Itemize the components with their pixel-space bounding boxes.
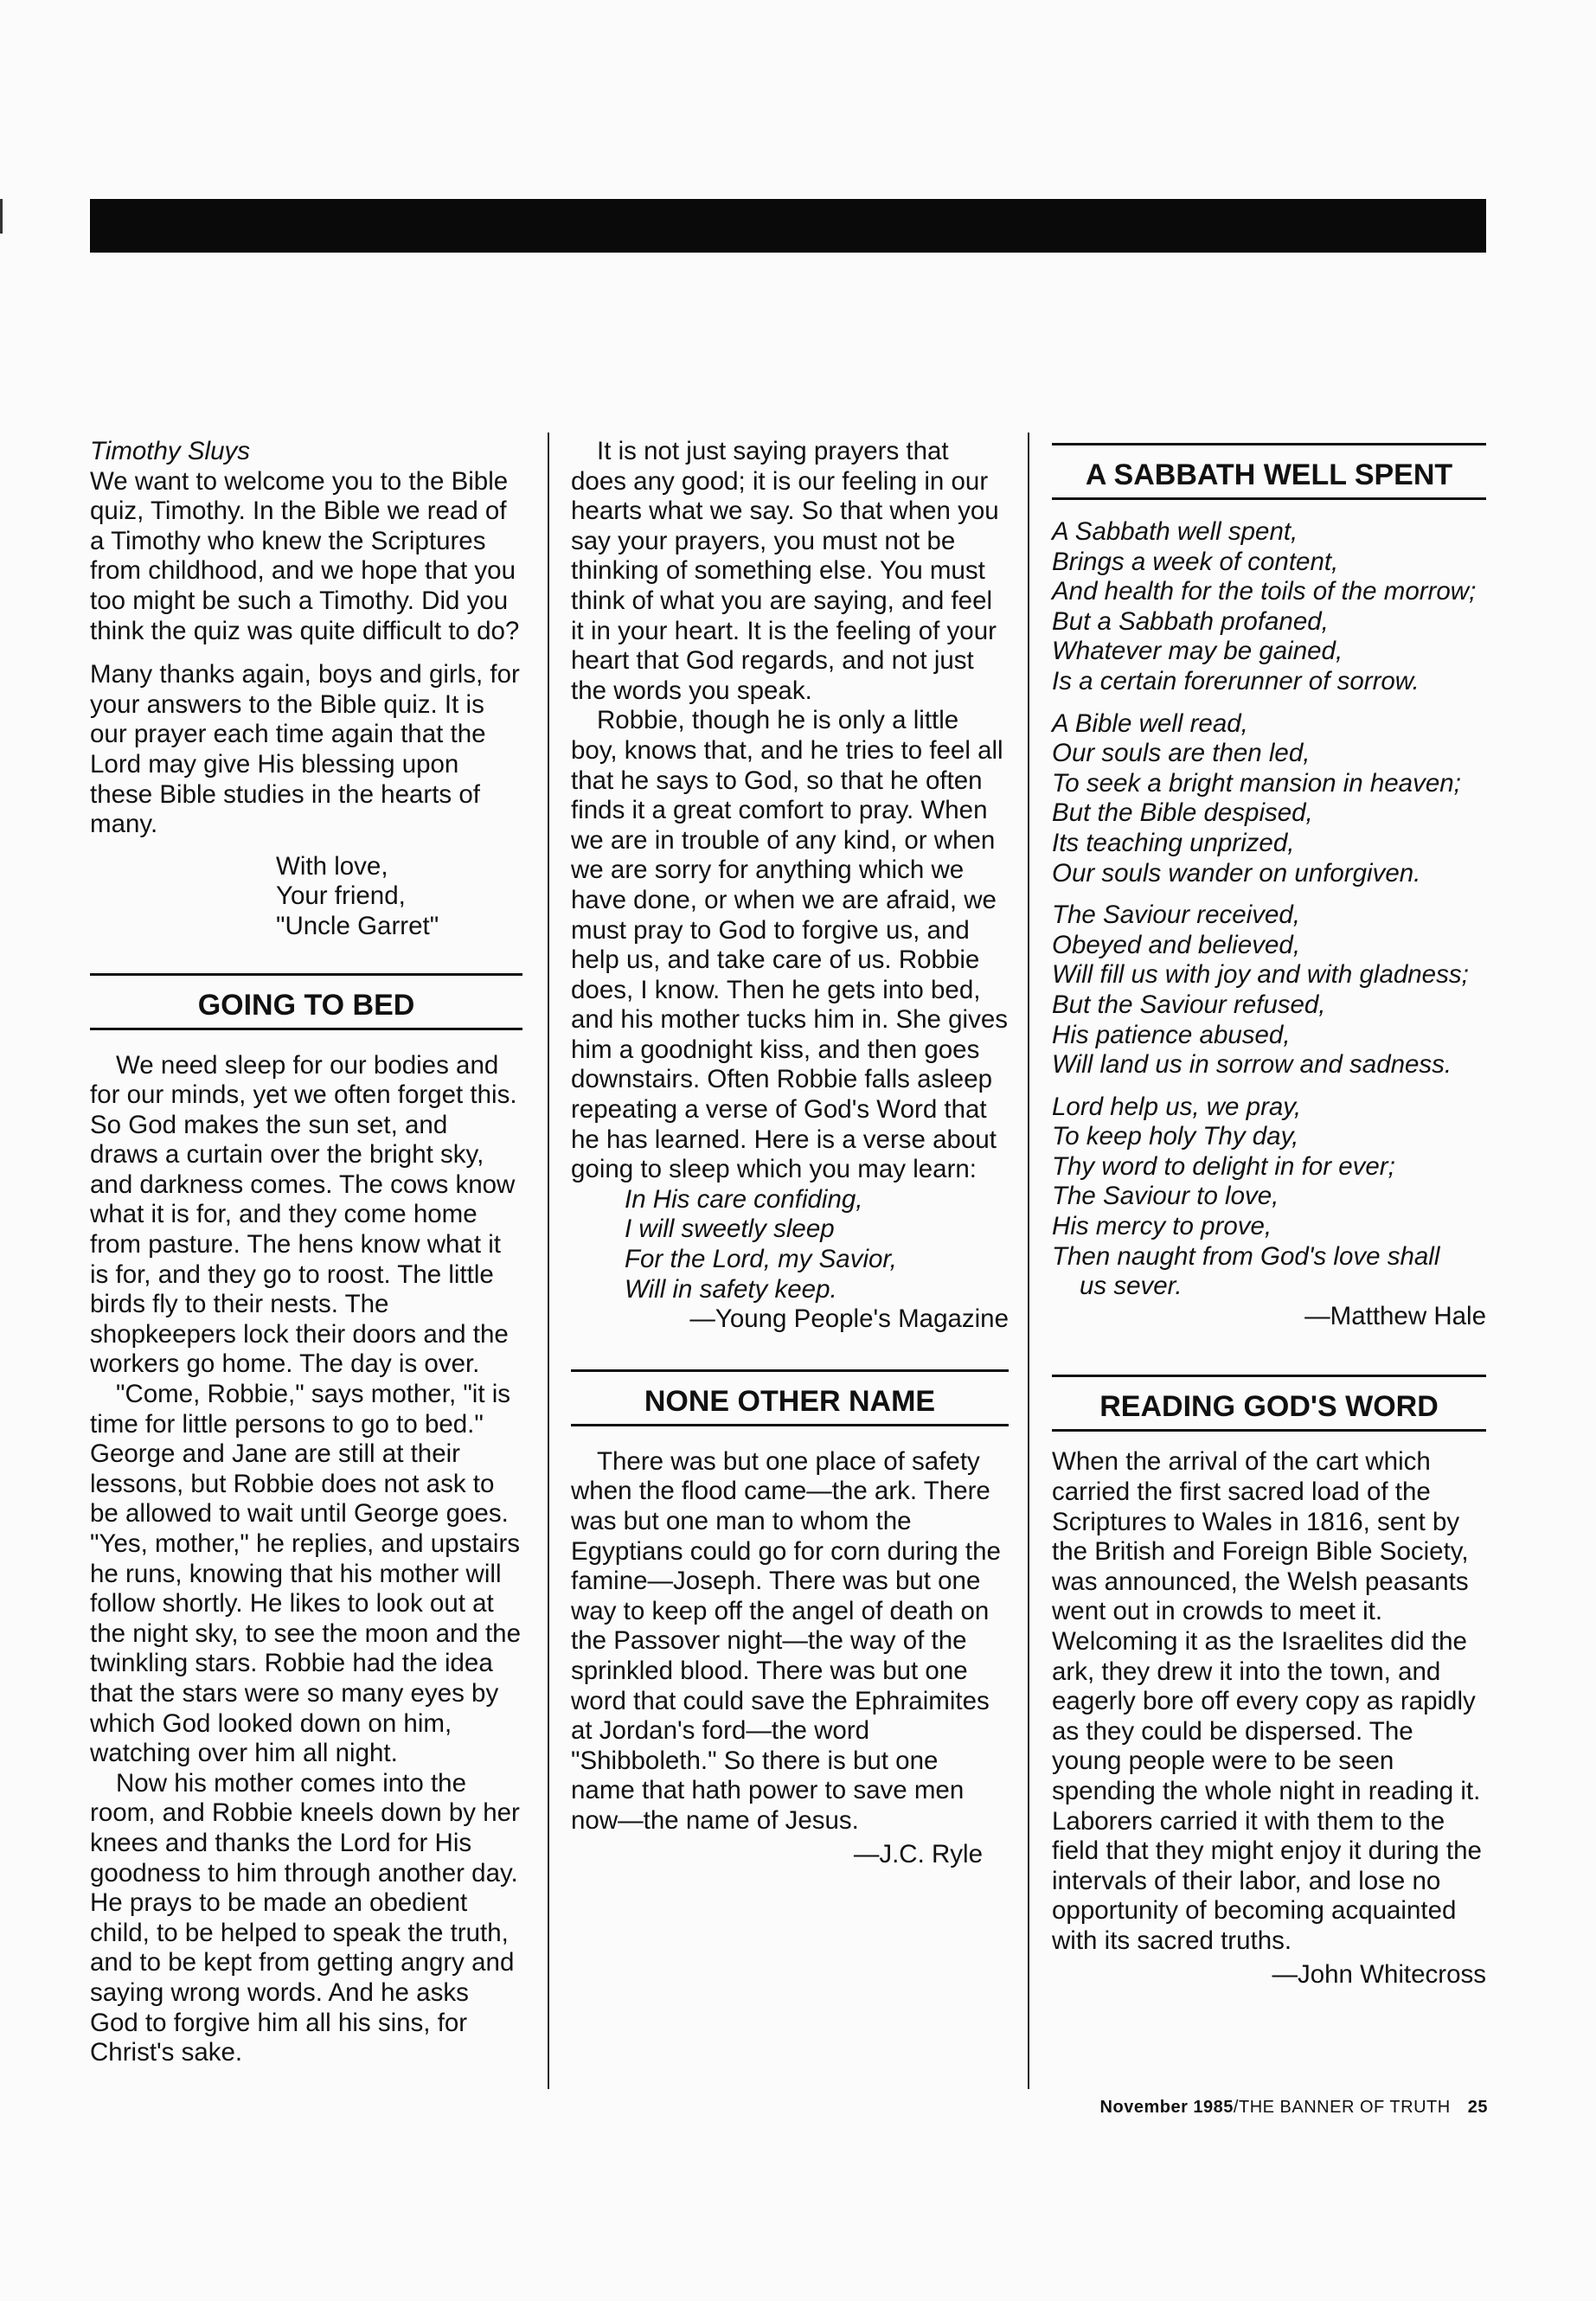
verse-line: For the Lord, my Savior, (625, 1245, 897, 1274)
article-paragraph: We need sleep for our bodies and for our minds, yet we often forget this. So God makes the sun set, and draws a curtain over the bright sky, and darkness comes. The cows know what it is for, and they come home from pasture. The hens know what it is for, and they go to roost. The little birds fly to their nests. The shopkeepers lock their doors and the workers go home. The day is over. (90, 1050, 517, 1379)
page-number: 25 (1467, 2098, 1488, 2117)
column-2 (571, 437, 1009, 1869)
poem-line: A Sabbath well spent, (1052, 517, 1298, 546)
poem-line: But the Bible despised, (1052, 798, 1313, 828)
verse-attribution: —Young People's Magazine (689, 1304, 1009, 1334)
page-footer (1100, 2098, 1488, 2118)
going-to-bed-article (90, 1051, 522, 2068)
column-divider (548, 433, 549, 2089)
reading-gods-word-heading: READING GOD'S WORD (1052, 1375, 1486, 1432)
closing-line: Your friend, (276, 881, 406, 911)
closing-line: With love, (276, 851, 388, 881)
verse-line: Will in safety keep. (625, 1274, 837, 1304)
closing-line: "Uncle Garret" (276, 911, 439, 940)
sabbath-heading: A SABBATH WELL SPENT (1052, 443, 1486, 500)
ryle-attribution: —J.C. Ryle (853, 1839, 983, 1868)
poem-line: To keep holy Thy day, (1052, 1122, 1299, 1151)
article-paragraph: "Come, Robbie," says mother, "it is time for little persons to go to bed." George and Jane are still at their lessons, but Robbie does not ask to be allowed to wait until George goes. "Yes, mother," he replies, and upstairs he runs, knowing that his mother will follow shortly. He likes to look out at the night sky, to see the moon and the twinkling stars. Robbie had the idea that the stars were so many eyes by which God looked down on him, watching over him all night. (90, 1380, 521, 1768)
going-to-bed-heading: GOING TO BED (90, 973, 522, 1030)
poem-stanza (1052, 1093, 1486, 1302)
article-paragraph: It is not just saying prayers that does any good; it is our feeling in our hearts what we say. So that when you say your prayers, you must not be thinking of something else. You must think of what you are saying, and feel it in your heart. It is the feeling of your heart that God regards, and not just the words you speak. (571, 437, 999, 705)
poem-line: The Saviour to love, (1052, 1182, 1279, 1211)
poem-stanza (1052, 517, 1486, 697)
poem-line: Its teaching unprized, (1052, 828, 1295, 857)
poem-line: Will fill us with joy and with gladness; (1052, 960, 1469, 990)
poem-line: And health for the toils of the morrow; (1052, 577, 1477, 606)
poem-line: Obeyed and believed, (1052, 930, 1301, 959)
poem-stanza (1052, 709, 1486, 889)
reading-gods-word-text: When the arrival of the cart which carried the first sacred load of the Scriptures to Wales in 1816, sent by the British and Foreign Bible Society, was announced, the Welsh peasants went out in crowds to meet it. Welcoming it as the Israelites did the ark, they drew it into the town, and eagerly bore off every copy as rapidly as they could be dispersed. The young people were to be seen spending the whole night in reading it. Laborers carried it with them to the field that they might enjoy it during the intervals of their labor, and lose no opportunity of becoming acquainted with its sacred truths. (1052, 1447, 1482, 1955)
poem-line: Will land us in sorrow and sadness. (1052, 1050, 1452, 1080)
letter-recipient: Timothy Sluys (90, 437, 250, 465)
poem-line: But a Sabbath profaned, (1052, 606, 1329, 636)
column-3 (1052, 437, 1486, 1990)
letter-closing (276, 852, 522, 942)
poem-line: His patience abused, (1052, 1020, 1291, 1049)
thanks-paragraph: Many thanks again, boys and girls, for your answers to the Bible quiz. It is our prayer each time again that the Lord may give His blessing upon these Bible studies in the hearts of many. (90, 660, 520, 839)
bedtime-verse (571, 1185, 1009, 1304)
hale-attribution: —Matthew Hale (1304, 1301, 1486, 1330)
poem-line: Our souls wander on unforgiven. (1052, 858, 1421, 888)
poem-line: His mercy to prove, (1052, 1212, 1272, 1241)
poem-line: Thy word to delight in for ever; (1052, 1151, 1395, 1181)
poem-line: To seek a bright mansion in heaven; (1052, 768, 1461, 798)
none-other-name-text: There was but one place of safety when the flood came—the ark. There was but one man to whom the Egyptians could go for corn during the famine—Joseph. There was but one way to keep off the angel of death on the Passover night—the way of the sprinkled blood. There was but one word that could save the Ephraimites at Jordan's ford—the word "Shibboleth." So there is but one name that hath power to save men now—the name of Jesus. (571, 1446, 1001, 1835)
poem-line: Then naught from God's love shall (1052, 1241, 1440, 1271)
footer-separator: / (1233, 2098, 1239, 2117)
poem-line: A Bible well read, (1052, 708, 1248, 738)
sabbath-poem (1052, 517, 1486, 1302)
whitecross-attribution: —John Whitecross (1272, 1959, 1486, 1989)
poem-line: Brings a week of content, (1052, 547, 1339, 576)
verse-line: I will sweetly sleep (625, 1215, 835, 1244)
footer-date: November 1985 (1099, 2098, 1234, 2117)
poem-line: But the Saviour refused, (1052, 990, 1326, 1019)
header-black-bar (90, 199, 1486, 253)
article-paragraph: Robbie, though he is only a little boy, knows that, and he tries to feel all that he says to God, so that he often finds it a great comfort to pray. When we are in trouble of any kind, or when we are sorry for anything which we have done, or when we are afraid, we must pray to God to forgive us, and help us, and take care of us. Robbie does, I know. Then he gets into bed, and his mother tucks him in. She gives him a goodnight kiss, and then goes downstairs. Often Robbie falls asleep repeating a verse of God's Word that he has learned. Here is a verse about going to sleep which you may learn: (571, 706, 1009, 1184)
footer-publication: THE BANNER OF TRUTH (1238, 2098, 1451, 2117)
scan-edge-mark (0, 199, 3, 234)
poem-line: Lord help us, we pray, (1052, 1092, 1302, 1121)
poem-line: us sever. (1080, 1272, 1183, 1301)
poem-line: Is a certain forerunner of sorrow. (1052, 666, 1420, 695)
column-1 (90, 437, 522, 2068)
poem-stanza (1052, 901, 1486, 1080)
poem-line: Our souls are then led, (1052, 739, 1311, 768)
poem-line: The Saviour received, (1052, 901, 1300, 930)
column-divider (1028, 433, 1029, 2089)
article-paragraph: Now his mother comes into the room, and Robbie kneels down by her knees and thanks the Lord for His goodness to him through another day. He prays to be made an obedient child, to be helped to speak the truth, and to be kept from getting angry and saying wrong words. And he asks God to forgive him all his sins, for Christ's sake. (90, 1768, 520, 2067)
poem-line: Whatever may be gained, (1052, 637, 1343, 666)
letter-body: We want to welcome you to the Bible quiz, Timothy. In the Bible we read of a Timothy who knew the Scriptures from childhood, and we hope that you too might be such a Timothy. Did you think the quiz was quite difficult to do? (90, 466, 520, 645)
none-other-name-heading: NONE OTHER NAME (571, 1369, 1009, 1426)
verse-line: In His care confiding, (625, 1184, 863, 1214)
